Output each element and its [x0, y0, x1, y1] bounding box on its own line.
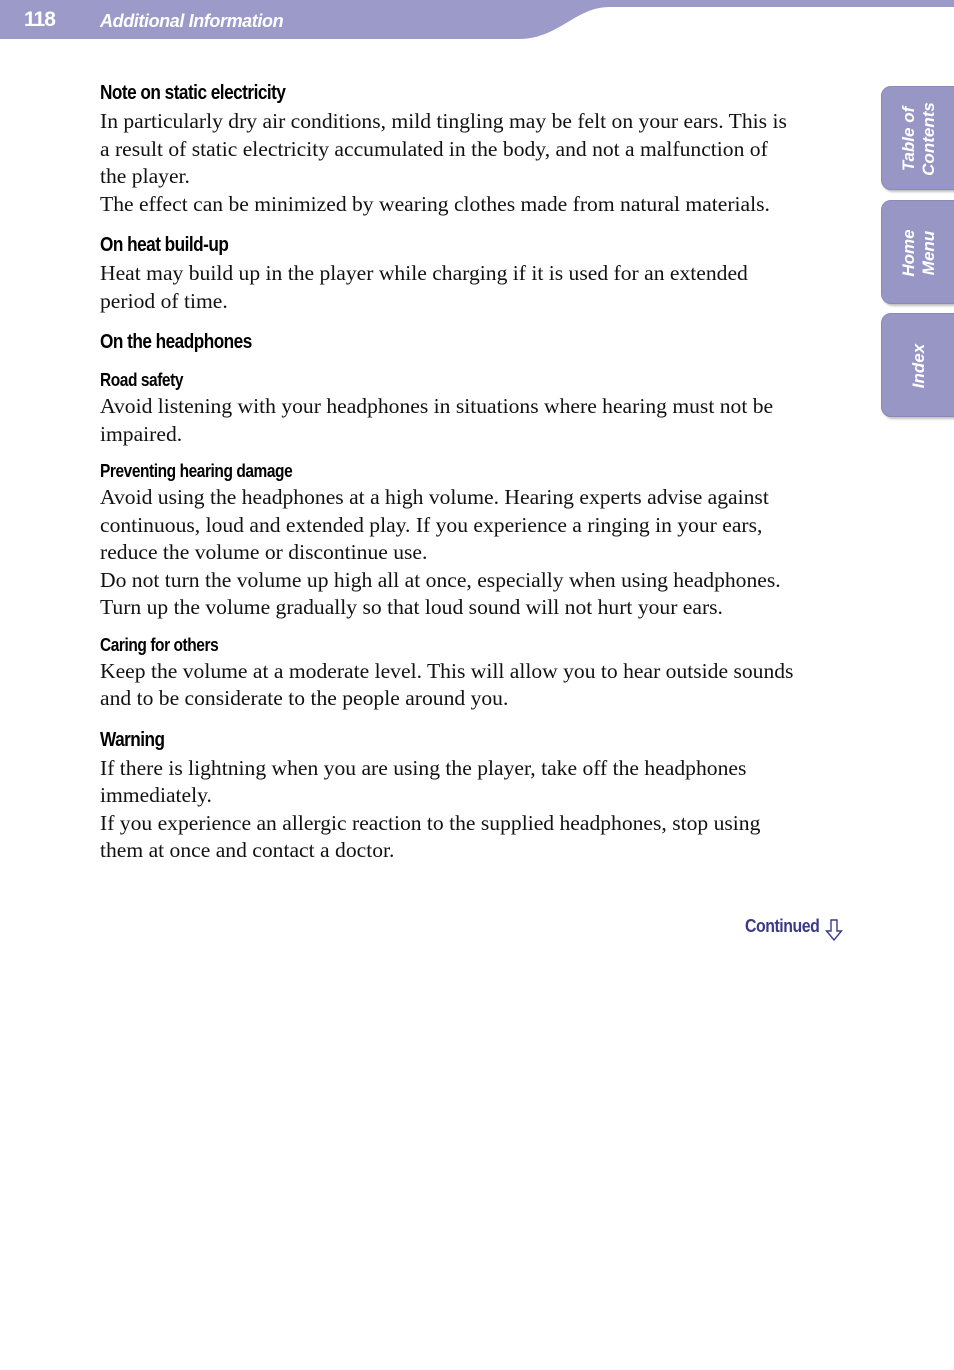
heading-headphones: On the headphones	[100, 331, 252, 353]
paragraph-caring-for-others	[100, 658, 850, 713]
text-line: Avoid using the headphones at a high volume. Hearing experts advise against	[100, 485, 769, 509]
heading-road-safety: Road safety	[100, 370, 184, 390]
continued-label: Continued	[745, 916, 820, 936]
text-line: and to be considerate to the people around you.	[100, 686, 509, 710]
tab-label	[882, 87, 954, 191]
text-line: a result of static electricity accumulated in the body, and not a malfunction of	[100, 136, 768, 161]
text-line: Turn up the volume gradually so that loud sound will not hurt your ears.	[100, 595, 723, 619]
paragraph-preventing-hearing-damage	[100, 484, 850, 622]
text-line: In particularly dry air conditions, mild tingling may be felt on your ears. This is	[100, 109, 787, 133]
text-line: impaired.	[100, 421, 183, 446]
text-line: If there is lightning when you are using the player, take off the headphones	[100, 755, 747, 780]
tab-label	[882, 201, 954, 305]
tab-label-line: Menu	[918, 230, 938, 276]
section-title: Additional Information	[100, 11, 284, 31]
paragraph-road-safety	[100, 393, 850, 448]
text-line: continuous, loud and extended play. If you experience a ringing in your ears,	[100, 512, 763, 537]
tab-label-line: Index	[908, 343, 928, 389]
tab-label-line: Home	[898, 229, 918, 277]
continued-link[interactable]	[745, 916, 829, 937]
text-line: If you experience an allergic reaction to the supplied headphones, stop using	[100, 810, 761, 835]
text-line: immediately.	[100, 783, 212, 807]
text-line: Heat may build up in the player while charging if it is used for an extended	[100, 261, 748, 285]
text-line: Keep the volume at a moderate level. This will allow you to hear outside sounds	[100, 658, 794, 683]
heading-caring-for-others: Caring for others	[100, 634, 219, 655]
table-of-contents-tab[interactable]	[881, 86, 954, 190]
tab-label-line: Contents	[918, 102, 938, 176]
text-line: period of time.	[100, 288, 228, 313]
text-line: the player.	[100, 164, 190, 188]
paragraph-heat-build-up	[100, 260, 850, 315]
paragraph-static-electricity	[100, 108, 850, 218]
paragraph-warning	[100, 755, 850, 865]
text-line: reduce the volume or discontinue use.	[100, 540, 428, 564]
tab-label	[882, 314, 954, 418]
heading-warning: Warning	[100, 728, 165, 751]
heading-static-electricity: Note on static electricity	[100, 82, 286, 104]
page-number: 118	[24, 8, 55, 31]
down-arrow-icon	[825, 919, 843, 941]
tab-label-line: Table of	[898, 106, 918, 172]
heading-heat-build-up: On heat build-up	[100, 234, 229, 256]
heading-preventing-hearing-damage: Preventing hearing damage	[100, 461, 293, 481]
text-line: The effect can be minimized by wearing clothes made from natural materials.	[100, 191, 770, 216]
text-line: Do not turn the volume up high all at once, especially when using headphones.	[100, 567, 781, 592]
index-tab[interactable]	[881, 313, 954, 417]
page-header	[0, 0, 954, 40]
text-line: Avoid listening with your headphones in situations where hearing must not be	[100, 394, 774, 418]
home-menu-tab[interactable]	[881, 200, 954, 304]
text-line: them at once and contact a doctor.	[100, 838, 395, 862]
page-content	[100, 78, 850, 865]
